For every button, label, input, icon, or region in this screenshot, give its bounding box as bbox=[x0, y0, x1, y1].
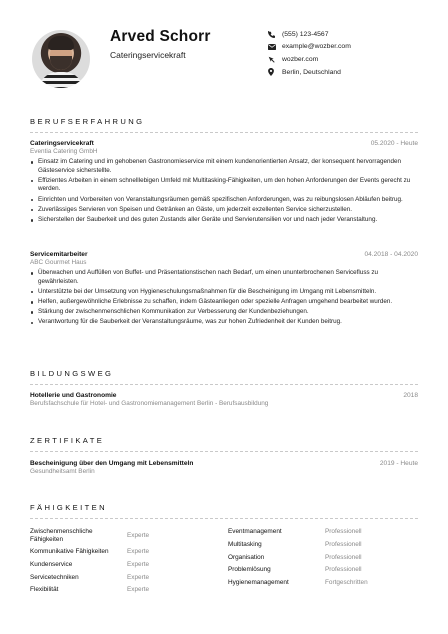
link-icon bbox=[268, 56, 282, 63]
education-date: 2018 bbox=[403, 392, 418, 399]
skill-level: Experte bbox=[127, 560, 150, 568]
skill-name: Eventmanagement bbox=[228, 528, 282, 535]
skill-item bbox=[30, 561, 220, 574]
bullet-item: Überwachen und Auffüllen von Buffet- und Präsentationstischen nach Bedarf, um einen ununterbrochenen Servicefluss zu gewährleisten. bbox=[30, 269, 418, 286]
bullet-item: Einrichten und Vorbereiten von Veranstaltungsräumen gemäß spezifischen Anforderungen, was zu reibungslosen Abläufen beitrug. bbox=[30, 196, 418, 205]
contact-email-text: example@wozber.com bbox=[282, 43, 351, 51]
job-company: Eventia Catering GmbH bbox=[30, 148, 98, 155]
education-section bbox=[30, 369, 418, 385]
contact-location bbox=[268, 66, 438, 79]
skill-name: Problemlösung bbox=[228, 566, 271, 574]
skill-name: Kundenservice bbox=[30, 560, 73, 568]
job-entry bbox=[30, 140, 418, 226]
job-title: Cateringservicekraft bbox=[30, 140, 94, 147]
contact-list bbox=[268, 28, 438, 78]
job-bullets bbox=[30, 269, 418, 327]
location-pin-icon bbox=[268, 68, 282, 76]
skill-level: Professionell bbox=[325, 528, 362, 535]
certificates-section bbox=[30, 436, 418, 452]
skill-item bbox=[228, 541, 418, 554]
job-company: ABC Gourmet Haus bbox=[30, 259, 87, 266]
skill-level: Experte bbox=[127, 573, 150, 581]
certificate-title: Bescheinigung über den Umgang mit Lebensmitteln bbox=[30, 460, 194, 467]
contact-location-text: Berlin, Deutschland bbox=[282, 68, 341, 76]
contact-phone-text: (555) 123-4567 bbox=[282, 30, 329, 38]
envelope-icon bbox=[268, 44, 282, 50]
skill-name: Zwischenmenschliche Fähigkeiten bbox=[30, 528, 93, 543]
skill-level: Professionell bbox=[325, 566, 362, 574]
skill-name: Kommunikative Fähigkeiten bbox=[30, 548, 109, 555]
bullet-item: Sicherstellen der Sauberkeit und des guten Zustands aller Geräte und Servierutensilien vor und nach jeder Veranstaltung. bbox=[30, 216, 418, 225]
candidate-role: Cateringservicekraft bbox=[110, 50, 186, 60]
skill-level: Experte bbox=[127, 548, 150, 555]
certificates-heading: ZERTIFIKATE bbox=[30, 436, 105, 445]
skill-item bbox=[228, 579, 418, 592]
skill-item bbox=[228, 566, 418, 579]
certificate-issuer: Gesundheitsamt Berlin bbox=[30, 468, 95, 475]
job-date: 05.2020 - Heute bbox=[370, 140, 418, 147]
skill-name: Organisation bbox=[228, 553, 265, 561]
section-divider bbox=[30, 518, 418, 519]
skill-level: Experte bbox=[127, 532, 150, 539]
skill-item bbox=[228, 528, 418, 541]
contact-website-text: wozber.com bbox=[282, 55, 319, 63]
skills-section bbox=[30, 503, 418, 519]
skill-item bbox=[30, 574, 220, 587]
skill-level: Fortgeschritten bbox=[325, 579, 368, 587]
section-divider bbox=[30, 451, 418, 452]
skill-name: Servicetechniken bbox=[30, 573, 79, 581]
skill-name: Hygienemanagement bbox=[228, 579, 289, 587]
bullet-item: Stärkung der zwischenmenschlichen Kommunikation zur Verbesserung der Kundenbeziehungen. bbox=[30, 308, 418, 317]
job-title: Servicemitarbeiter bbox=[30, 251, 88, 258]
bullet-item: Helfen, außergewöhnliche Erlebnisse zu schaffen, indem Gästeanliegen oder spezielle Anfragen umgehend bearbeitet wurden. bbox=[30, 298, 418, 307]
certificate-entry bbox=[30, 460, 418, 475]
bullet-item: Einsatz im Catering und im gehobenen Gastronomieservice mit einem kundenorientierten Ansatz, der konsequent hervorragenden Gästeservice sicherstellte. bbox=[30, 158, 418, 175]
section-divider bbox=[30, 132, 418, 133]
resume-header bbox=[0, 0, 448, 110]
experience-heading: BERUFSERFAHRUNG bbox=[30, 117, 145, 126]
job-bullets bbox=[30, 158, 418, 225]
education-entry bbox=[30, 392, 418, 407]
education-title: Hotellerie und Gastronomie bbox=[30, 392, 117, 399]
education-heading: BILDUNGSWEG bbox=[30, 369, 114, 378]
certificate-date: 2019 - Heute bbox=[379, 460, 418, 467]
phone-icon bbox=[268, 31, 282, 38]
contact-phone[interactable] bbox=[268, 28, 438, 41]
bullet-item: Unterstützte bei der Umsetzung von Hygieneschulungsmaßnahmen für die Bescheinigung im Umgang mit Lebensmitteln. bbox=[30, 288, 418, 297]
contact-email[interactable] bbox=[268, 41, 438, 54]
experience-section bbox=[30, 117, 418, 133]
skills-heading: FÄHIGKEITEN bbox=[30, 503, 108, 512]
skill-level: Experte bbox=[127, 586, 150, 594]
bullet-item: Zuverlässiges Servieren von Speisen und Getränken an Gäste, um jederzeit exzellenten Service sicherzustellen. bbox=[30, 206, 418, 215]
skill-item bbox=[30, 548, 220, 561]
skill-name: Flexibilität bbox=[30, 586, 59, 594]
skills-column-right bbox=[228, 528, 418, 592]
bullet-item: Effizientes Arbeiten in einem schnelllebigen Umfeld mit Multitasking-Fähigkeiten, um den hohen Anforderungen der Events gerecht zu werden. bbox=[30, 177, 418, 194]
skill-item bbox=[30, 528, 220, 548]
contact-website[interactable] bbox=[268, 53, 438, 66]
profile-photo bbox=[32, 30, 90, 88]
job-date: 04.2018 - 04.2020 bbox=[364, 251, 418, 258]
bullet-item: Verantwortung für die Sauberkeit der Veranstaltungsräume, was zur hohen Zufriedenheit der Kunden beitrug. bbox=[30, 318, 418, 327]
skill-level: Professionell bbox=[325, 540, 362, 548]
skill-item bbox=[30, 586, 220, 599]
skill-name: Multitasking bbox=[228, 540, 262, 548]
skills-column-left bbox=[30, 528, 220, 599]
skill-level: Professionell bbox=[325, 553, 362, 561]
candidate-name: Arved Schorr bbox=[110, 28, 211, 45]
section-divider bbox=[30, 384, 418, 385]
education-school: Berufsfachschule für Hotel- und Gastronomiemanagement Berlin - Berufsausbildung bbox=[30, 400, 269, 407]
skill-item bbox=[228, 554, 418, 567]
job-entry bbox=[30, 251, 418, 329]
